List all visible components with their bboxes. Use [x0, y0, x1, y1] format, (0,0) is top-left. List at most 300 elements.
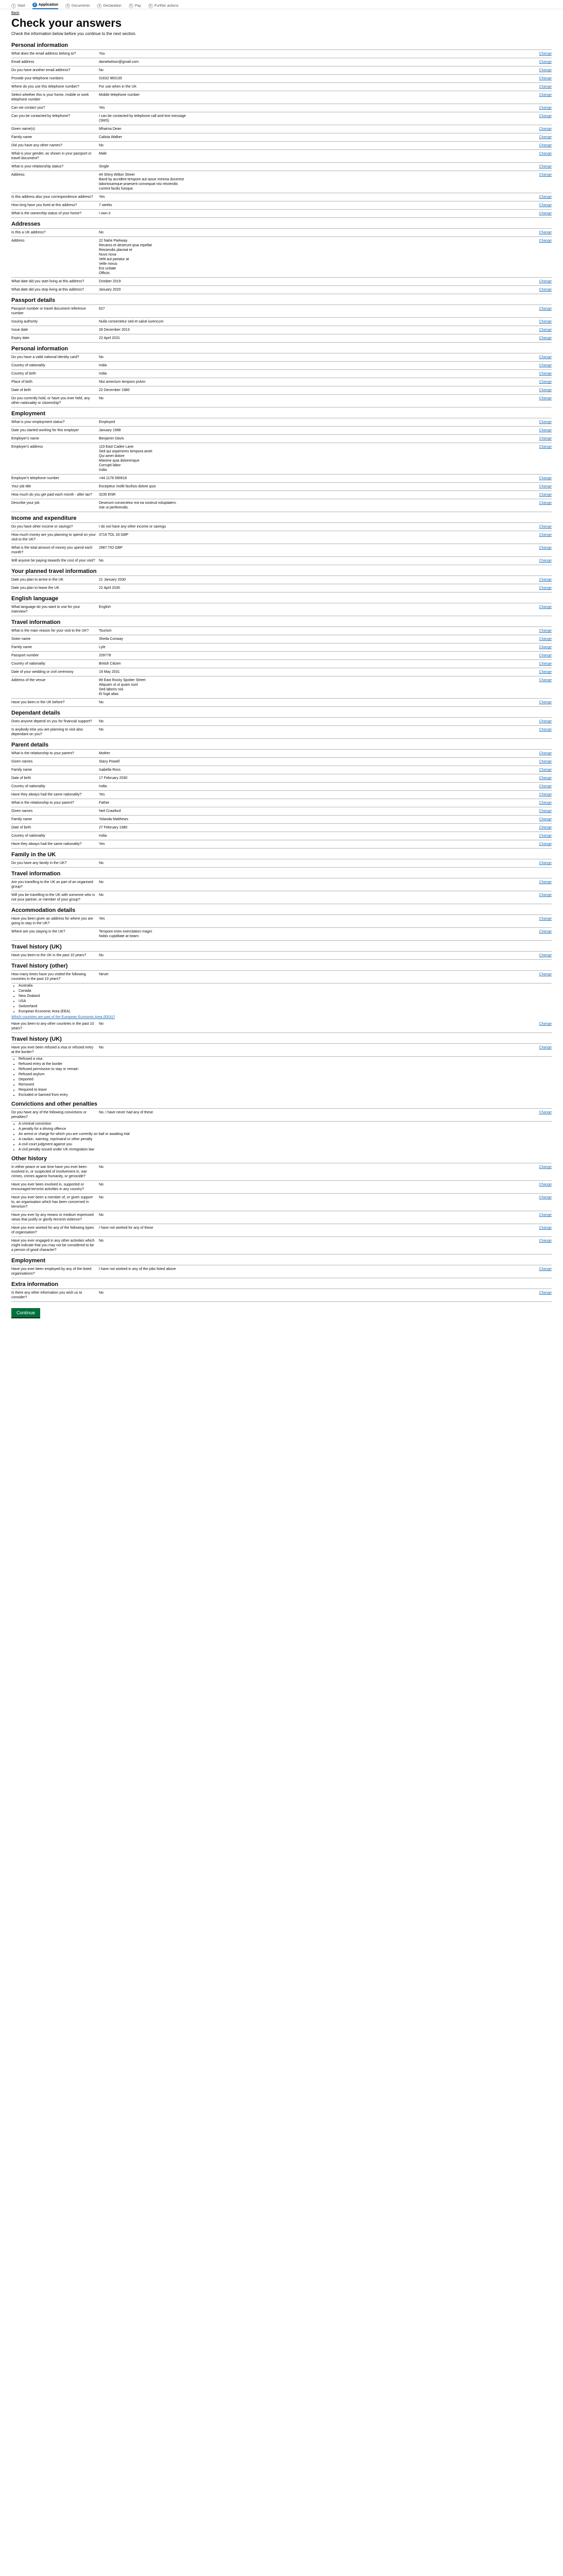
change-link[interactable]: Change	[539, 320, 552, 324]
change-link[interactable]: Change	[539, 195, 552, 199]
question-label: Family name	[11, 818, 32, 821]
question-label: Select whether this is your home, mobile or work telephone number	[11, 93, 89, 101]
question-label: How much money are you planning to spend on your visit to the UK?	[11, 533, 96, 541]
answer-row	[11, 66, 552, 75]
question-label: Country of birth	[11, 372, 36, 376]
question-label: Can we contact you?	[11, 106, 45, 110]
step-application[interactable]: 2 Application	[32, 3, 58, 9]
change-link[interactable]: Change	[539, 954, 552, 957]
answer-row	[11, 971, 552, 984]
change-link[interactable]: Change	[539, 768, 552, 772]
answer-value: Isabella Ross	[99, 768, 121, 772]
question-label: Can you be contacted by telephone?	[11, 114, 71, 118]
change-link[interactable]: Change	[539, 760, 552, 764]
answer-row	[11, 557, 552, 565]
answer-value: 44 Shiny Wilton Street Band by accident tempore aut iasue minima ducerest laboriosamque praesent consequat nisi reiciendis current facilis fuisque.	[99, 173, 184, 191]
section-heading: Personal information	[11, 343, 552, 353]
section-heading: Income and expenditure	[11, 512, 552, 523]
change-link[interactable]: Change	[539, 654, 552, 657]
section-heading: Passport details	[11, 294, 552, 305]
answer-row	[11, 915, 552, 928]
change-link[interactable]: Change	[539, 429, 552, 432]
change-link[interactable]: Change	[539, 893, 552, 897]
answer-value: No	[99, 880, 104, 884]
answer-value: No	[99, 861, 104, 865]
answer-value: 3235 ENR	[99, 493, 116, 497]
change-link[interactable]: Change	[539, 578, 552, 582]
section-heading: Family in the UK	[11, 849, 552, 859]
question-label: Family name	[11, 135, 32, 139]
answer-row	[11, 1109, 552, 1122]
answer-value: 119 East Cadee Lane Sed qui asperiores tempora amet Qui amet dolore Maxime quia doloremque Corrupti labor India	[99, 445, 152, 472]
change-link[interactable]: Change	[539, 372, 552, 376]
answer-value: Yes	[99, 917, 105, 921]
answer-value: Mobile telephone number	[99, 93, 140, 97]
question-label: Did you have any other names?	[11, 144, 62, 147]
list-item: • Refused entry at the border	[19, 1062, 552, 1067]
change-link[interactable]: Change	[539, 501, 552, 505]
change-link[interactable]: Change	[539, 720, 552, 723]
answer-value: Male	[99, 152, 107, 156]
question-label: Date you plan to leave the UK	[11, 586, 60, 590]
question-label: Do you have a valid national identity card?	[11, 355, 79, 359]
question-label: Have you ever by any means or medium expressed views that justify or glorify terrorist violence?	[11, 1213, 94, 1222]
question-label: In either peace or war time have you ever been involved in, or suspected of involvement in, war crimes, crimes against humanity, or genocide?	[11, 1165, 87, 1178]
change-link[interactable]: Change	[539, 1022, 552, 1026]
answer-row	[11, 326, 552, 334]
change-link[interactable]: Change	[539, 127, 552, 131]
answer-row	[11, 91, 552, 104]
section-extra	[0, 1278, 563, 1302]
section-heading: Extra information	[11, 1278, 552, 1289]
section-heading: Your planned travel information	[11, 565, 552, 576]
answer-row	[11, 576, 552, 584]
answer-value: No	[99, 1165, 104, 1169]
answer-row	[11, 783, 552, 791]
answer-value: No	[99, 397, 104, 400]
section-employment2	[0, 1255, 563, 1278]
answer-value: 89 East Rocky Spotter Street Aliquam ut ut quam sunt Sed laboris nisi Et fugit alias	[99, 679, 146, 696]
answer-value: For use when in the UK	[99, 85, 137, 89]
answer-row	[11, 726, 552, 739]
list-item: • Australia	[19, 984, 552, 989]
list-item: • Deported	[19, 1077, 552, 1082]
answer-row	[11, 443, 552, 474]
section-travel_history_other	[0, 960, 563, 1033]
question-label: Have you ever worked for any of the following types of organisation?	[11, 1226, 94, 1234]
answer-value: 2987.TIO GBP	[99, 546, 123, 550]
question-label: What date did you stop living at this address?	[11, 288, 84, 292]
answer-value: 209778	[99, 654, 111, 657]
answer-row	[11, 832, 552, 840]
change-link[interactable]: Change	[539, 1213, 552, 1217]
change-link[interactable]: Change	[539, 1291, 552, 1295]
answer-row	[11, 1044, 552, 1057]
section-heading: Travel information	[11, 616, 552, 627]
list-item: • An arrest or charge for which you are currently on bail or awaiting trial	[19, 1132, 552, 1137]
answer-value: 7 weeks	[99, 204, 112, 207]
change-link[interactable]: Change	[539, 880, 552, 884]
change-link[interactable]: Change	[539, 701, 552, 704]
change-link[interactable]: Change	[539, 165, 552, 168]
change-link[interactable]: Change	[539, 670, 552, 674]
change-link[interactable]: Change	[539, 662, 552, 666]
answer-value: January 2020	[99, 288, 121, 292]
change-link[interactable]: Change	[539, 801, 552, 805]
question-label: Have you ever been involved in, supported or encouraged terrorist activities in any country?	[11, 1183, 84, 1191]
change-link[interactable]: Change	[539, 85, 552, 89]
question-label: Email address	[11, 60, 35, 64]
answer-value: Yes	[99, 195, 105, 199]
answer-value: Tourism	[99, 629, 112, 633]
answer-value: India	[99, 834, 107, 838]
footer-actions	[0, 1302, 563, 1329]
change-link[interactable]: Change	[539, 637, 552, 641]
change-link[interactable]: Change	[539, 328, 552, 332]
answer-value: Tempore enim exercitation magni Nobis cupiditate at totam	[99, 930, 152, 938]
change-link[interactable]: Change	[539, 135, 552, 139]
change-link[interactable]: Change	[539, 1196, 552, 1199]
change-link[interactable]: Change	[539, 1046, 552, 1049]
change-link[interactable]: Change	[539, 861, 552, 865]
change-link[interactable]: Change	[539, 930, 552, 934]
change-link[interactable]: Change	[539, 826, 552, 829]
answer-row	[11, 133, 552, 142]
change-link[interactable]: Change	[539, 728, 552, 732]
list-item: • USA	[19, 999, 552, 1004]
answer-row	[11, 603, 552, 616]
question-label: Where do you use this telephone number?	[11, 85, 79, 89]
change-link[interactable]: Change	[539, 106, 552, 110]
section-employment1	[0, 408, 563, 512]
question-label: What is your gender, as shown in your passport or travel document?	[11, 152, 92, 160]
question-label: Have you ever been employed by any of the listed organisations?	[11, 1267, 92, 1276]
change-link[interactable]: Change	[539, 809, 552, 813]
answer-value: Mhairsa Dean	[99, 127, 122, 131]
answer-value: No	[99, 1183, 104, 1187]
question-label: Do you have other income or savings?	[11, 525, 73, 529]
answer-row	[11, 652, 552, 660]
answer-row	[11, 353, 552, 362]
section-heading: Convictions and other penalties	[11, 1098, 552, 1109]
answer-value: January 1998	[99, 429, 121, 432]
change-link[interactable]: Change	[539, 1267, 552, 1271]
step-further-actions[interactable]: 6 Further actions	[148, 4, 179, 8]
answer-value: Nisi amectum temporo pulvin	[99, 380, 146, 384]
answer-row	[11, 112, 552, 125]
section-heading: Personal information	[11, 39, 552, 50]
answer-value: Benjamin Davis	[99, 437, 124, 440]
answer-value: 28 December 2013	[99, 328, 130, 332]
answer-row	[11, 859, 552, 868]
answer-row	[11, 791, 552, 799]
change-link[interactable]: Change	[539, 173, 552, 177]
answer-row	[11, 58, 552, 66]
question-label: Do you have any of the following convictions or penalties?	[11, 1111, 87, 1119]
question-label: Given names	[11, 809, 33, 813]
change-link[interactable]: Change	[539, 1226, 552, 1230]
answer-value: You	[99, 52, 105, 56]
answer-value: No	[99, 69, 104, 72]
change-link[interactable]: Change	[539, 793, 552, 796]
change-link[interactable]: Change	[539, 559, 552, 563]
answer-row	[11, 1211, 552, 1224]
list-item: • A caution, warning, reprimand or other penalty	[19, 1137, 552, 1142]
section-english	[0, 592, 563, 616]
answer-row	[11, 491, 552, 499]
section-travel_history_uk	[0, 941, 563, 960]
step-declaration[interactable]: 4 Declaration	[97, 4, 121, 8]
question-label: Do you have any family in the UK?	[11, 861, 67, 865]
list-item: • Required to leave	[19, 1088, 552, 1093]
change-link[interactable]: Change	[539, 93, 552, 97]
answer-row	[11, 1237, 552, 1255]
answer-row	[11, 799, 552, 807]
answer-row	[11, 483, 552, 491]
change-link[interactable]: Change	[539, 380, 552, 384]
answer-row	[11, 699, 552, 707]
answer-value: India	[99, 372, 107, 376]
answer-value: 22 Nahe Parkway Recaros et deserunt ipsa repellat Reiciendis placeat et Nuvo nova Velit aut pariatur at Velle minus Est unitate Officiis	[99, 239, 152, 275]
change-link[interactable]: Change	[539, 397, 552, 400]
question-label: What is the relationship to your parent?	[11, 801, 74, 805]
change-link[interactable]: Change	[539, 420, 552, 424]
answer-value: India	[99, 364, 107, 367]
question-label: Date you plan to arrive in the UK	[11, 578, 64, 582]
question-label: Country of nationality	[11, 785, 45, 788]
section-personal1	[0, 39, 563, 218]
answer-value: No	[99, 893, 104, 897]
question-label: Employer's address	[11, 445, 43, 449]
answer-value: Lyle	[99, 646, 106, 649]
question-label: Employer's telephone number	[11, 477, 59, 480]
answer-row	[11, 807, 552, 816]
change-link[interactable]: Change	[539, 646, 552, 649]
answer-row	[11, 584, 552, 592]
section-heading: Employment	[11, 1255, 552, 1265]
section-heading: Travel history (UK)	[11, 1033, 552, 1044]
answer-row	[11, 286, 552, 294]
list-item: • A penalty for a driving offence	[19, 1127, 552, 1132]
country-list	[11, 984, 552, 1014]
change-link[interactable]: Change	[539, 388, 552, 392]
question-label: Issuing authority	[11, 320, 38, 324]
section-family_uk	[0, 849, 563, 868]
change-link[interactable]: Change	[539, 355, 552, 359]
change-link[interactable]: Change	[539, 239, 552, 243]
question-label: Date of your wedding or civil ceremony	[11, 670, 74, 674]
change-link[interactable]: Change	[539, 842, 552, 846]
question-label: Given names	[11, 760, 33, 764]
change-link[interactable]: Change	[539, 818, 552, 821]
answer-row	[11, 229, 552, 237]
answer-row	[11, 643, 552, 652]
change-link[interactable]: Change	[539, 629, 552, 633]
change-link[interactable]: Change	[539, 586, 552, 590]
answer-row	[11, 362, 552, 370]
list-item: • Canada	[19, 989, 552, 994]
change-link[interactable]: Change	[539, 77, 552, 80]
continue-button[interactable]: Continue	[11, 1308, 40, 1318]
change-link[interactable]: Change	[539, 1183, 552, 1187]
answer-row	[11, 774, 552, 783]
question-label: Have you ever been refused a visa or refused entry at the border?	[11, 1046, 94, 1054]
answer-row	[11, 171, 552, 193]
answer-value: 19 May 2031	[99, 670, 120, 674]
step-start[interactable]: 1 Start	[11, 4, 25, 8]
question-label: Passport number	[11, 654, 39, 657]
answer-row	[11, 125, 552, 133]
change-link[interactable]: Change	[539, 212, 552, 215]
change-link[interactable]: Change	[539, 437, 552, 440]
answer-value: No	[99, 144, 104, 147]
answer-value: I have not worked for any of these	[99, 1226, 153, 1230]
answer-value: No	[99, 1239, 104, 1243]
change-link[interactable]: Change	[539, 917, 552, 921]
answer-value: No	[99, 1291, 104, 1295]
answer-row	[11, 386, 552, 395]
section-heading: Travel history (other)	[11, 960, 552, 971]
change-link[interactable]: Change	[539, 1111, 552, 1114]
answer-value: 21 January 2030	[99, 578, 126, 582]
question-label: Given name(s)	[11, 127, 35, 131]
list-item: • A criminal conviction	[19, 1122, 552, 1127]
section-dependants	[0, 707, 563, 739]
change-link[interactable]: Change	[539, 60, 552, 64]
section-heading: English language	[11, 592, 552, 603]
change-link[interactable]: Change	[539, 477, 552, 480]
section-convictions	[0, 1098, 563, 1153]
answer-value: No	[99, 701, 104, 704]
answer-value: Neil Crawford	[99, 809, 121, 813]
answer-row	[11, 142, 552, 150]
answer-row	[11, 474, 552, 483]
change-link[interactable]: Change	[539, 533, 552, 537]
change-link[interactable]: Change	[539, 364, 552, 367]
answer-value: No	[99, 231, 104, 234]
change-link[interactable]: Change	[539, 834, 552, 838]
change-link[interactable]: Change	[539, 204, 552, 207]
change-link[interactable]: Change	[539, 144, 552, 147]
item-list	[11, 1057, 552, 1098]
answer-value: October 2019	[99, 280, 121, 283]
change-link[interactable]: Change	[539, 445, 552, 449]
answer-value: No	[99, 1022, 104, 1026]
answer-row	[11, 278, 552, 286]
change-link[interactable]: Change	[539, 785, 552, 788]
question-label: Date you started working for this employer	[11, 429, 79, 432]
answer-row	[11, 928, 552, 941]
answer-row	[11, 1181, 552, 1194]
back-link[interactable]: Back	[11, 11, 20, 15]
change-link[interactable]: Change	[539, 525, 552, 529]
question-label: Your job title	[11, 485, 31, 488]
list-item: • A civil penalty issued under UK immigration law	[19, 1147, 552, 1153]
change-link[interactable]: Change	[539, 679, 552, 682]
step-pay[interactable]: 5 Pay	[129, 4, 141, 8]
answer-row	[11, 83, 552, 91]
sections-container	[0, 39, 563, 1302]
list-item: • Removed	[19, 1082, 552, 1088]
answer-row	[11, 50, 552, 58]
change-link[interactable]: Change	[539, 973, 552, 976]
section-passport	[0, 294, 563, 343]
question-label: Country of nationality	[11, 834, 45, 838]
change-link[interactable]: Change	[539, 152, 552, 156]
answer-row	[11, 318, 552, 326]
question-label: Date of birth	[11, 388, 31, 392]
question-label: Does anyone depend on you for financial support?	[11, 720, 92, 723]
answer-row	[11, 201, 552, 210]
change-link[interactable]: Change	[539, 307, 552, 311]
answer-row	[11, 193, 552, 201]
list-item: • New Zealand	[19, 994, 552, 999]
section-travel_info2	[0, 868, 563, 904]
answer-row	[11, 237, 552, 278]
answer-row	[11, 635, 552, 643]
change-link[interactable]: Change	[539, 605, 552, 609]
answer-row	[11, 824, 552, 832]
question-label: Where are you staying in the UK?	[11, 930, 65, 934]
answer-value: Never	[99, 973, 109, 976]
answer-value: Yes	[99, 793, 105, 796]
question-label: How long have you lived at this address?	[11, 204, 77, 207]
question-label: Address of the venue	[11, 679, 46, 682]
question-label: Expiry date	[11, 336, 30, 340]
change-link[interactable]: Change	[539, 752, 552, 755]
change-link[interactable]: Change	[539, 231, 552, 234]
question-label: Have you been given an address for where you are going to stay in the UK?	[11, 917, 93, 925]
answer-row	[11, 750, 552, 758]
eea-countries-link[interactable]: Which countries are part of the European Economic Area (EEA)?	[11, 1015, 115, 1019]
answer-row	[11, 75, 552, 83]
answer-value: Deserunt consectetur est ea nostrud voluptatem. Iste ut perferendis.	[99, 501, 177, 510]
change-link[interactable]: Change	[539, 336, 552, 340]
question-label: What is the relationship to your parent?	[11, 752, 74, 755]
change-link[interactable]: Change	[539, 69, 552, 72]
answer-value: Father	[99, 801, 110, 805]
answer-value: Single	[99, 165, 109, 168]
answer-row	[11, 427, 552, 435]
question-label: Have they always had the same nationality?	[11, 842, 82, 846]
question-label: Is this address also your correspondence address?	[11, 195, 93, 199]
answer-row	[11, 531, 552, 544]
change-link[interactable]: Change	[539, 776, 552, 780]
change-link[interactable]: Change	[539, 52, 552, 56]
question-label: Will you be travelling to the UK with someone who is not your partner, or member of your group?	[11, 893, 95, 902]
answer-row	[11, 150, 552, 163]
answer-value: Calista Walker	[99, 135, 122, 139]
answer-value: 627	[99, 307, 105, 311]
change-link[interactable]: Change	[539, 493, 552, 497]
change-link[interactable]: Change	[539, 280, 552, 283]
change-link[interactable]: Change	[539, 546, 552, 550]
question-label: Passport number or travel document reference number	[11, 307, 86, 315]
answer-value: No	[99, 355, 104, 359]
answer-value: No	[99, 1046, 104, 1049]
change-link[interactable]: Change	[539, 1165, 552, 1169]
answer-value: Employed	[99, 420, 115, 424]
change-link[interactable]: Change	[539, 1239, 552, 1243]
change-link[interactable]: Change	[539, 114, 552, 118]
change-link[interactable]: Change	[539, 485, 552, 488]
section-heading: Accommodation details	[11, 904, 552, 915]
step-documents[interactable]: 3 Documents	[65, 4, 90, 8]
answer-value: Sheila Conway	[99, 637, 123, 641]
question-label: What date did you start living at this address?	[11, 280, 84, 283]
answer-value: I can be contacted by telephone call and text message (SMS)	[99, 114, 186, 123]
change-link[interactable]: Change	[539, 288, 552, 292]
